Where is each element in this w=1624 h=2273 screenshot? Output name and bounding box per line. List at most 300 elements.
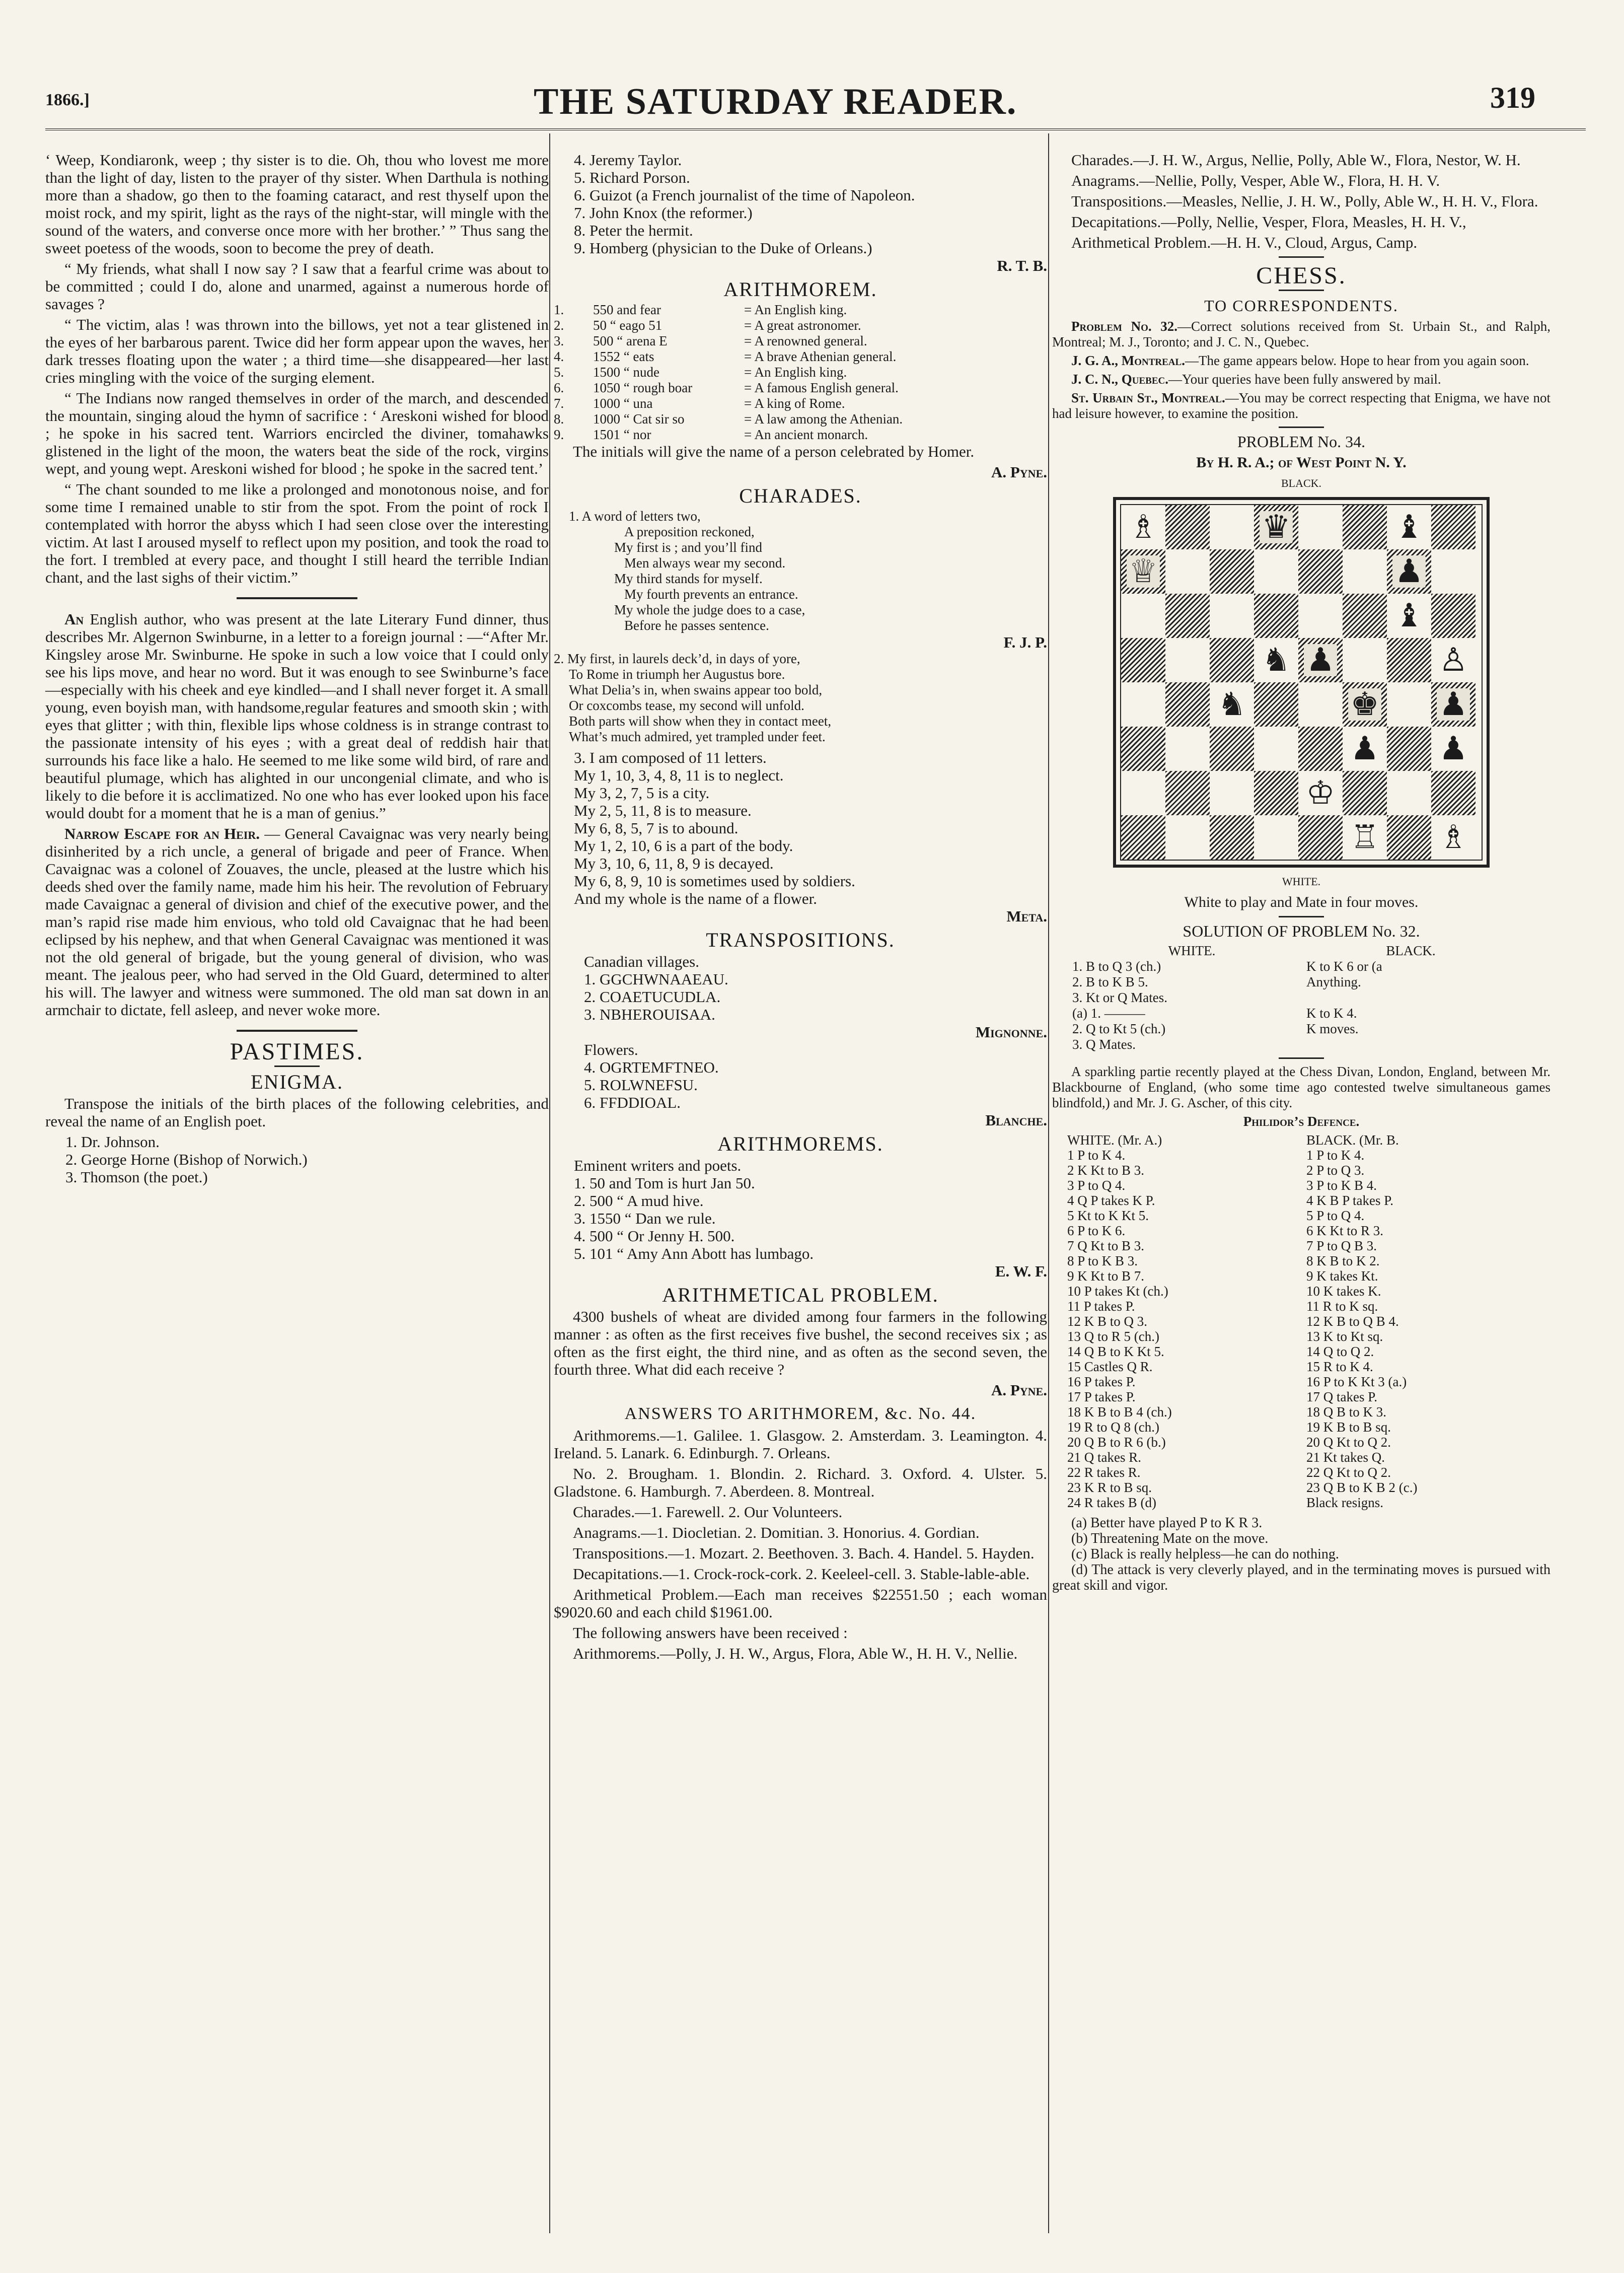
move-item: 13 Q to R 5 (ch.) <box>1067 1329 1159 1344</box>
signature: F. J. P. <box>1003 633 1047 651</box>
row-number: 4. <box>554 349 564 364</box>
enigma-list <box>45 1133 549 1186</box>
problem-author: By H. R. A.; of West Point N. Y. <box>1196 454 1407 471</box>
board-square <box>1254 505 1298 549</box>
swinburne-lead: An <box>64 610 84 628</box>
board-square <box>1254 638 1298 682</box>
answer-paragraph: Anagrams.—1. Diocletian. 2. Domitian. 3. Honorius. 4. Gordian. <box>573 1524 980 1541</box>
verse-line: My 1, 2, 10, 6 is a part of the body. <box>574 837 793 855</box>
note-text: —You may be correct respecting that Enigma, we have not had leisure however, to examine the position. <box>1052 390 1551 421</box>
verse-line: My 6, 8, 9, 10 is sometimes used by soldiers. <box>574 872 855 890</box>
move-item: 4 K B P takes P. <box>1306 1193 1394 1208</box>
move-item: 11 P takes P. <box>1067 1299 1135 1314</box>
game-moves <box>1052 1132 1551 1510</box>
board-square <box>1210 505 1254 549</box>
column-3 <box>1052 151 1551 1593</box>
note-lead: J. G. A., Montreal. <box>1071 353 1185 368</box>
board-square <box>1298 594 1343 638</box>
board-square <box>1343 682 1387 727</box>
black-move <box>1306 1037 1540 1052</box>
correspondent-note <box>1052 372 1551 387</box>
board-square <box>1210 638 1254 682</box>
chess-piece-icon: ♚ <box>1348 688 1381 721</box>
board-square <box>1254 682 1298 727</box>
partie-text: A sparkling partie recently played at the Chess Divan, London, England, between Mr. Blackbourne of England, (who some time ago contested twelve simultaneous games blindfold,) and Mr. J. G. Ascher, of this city. <box>1052 1064 1551 1110</box>
signature: R. T. B. <box>997 257 1047 274</box>
list-item: 8. Peter the hermit. <box>574 222 693 239</box>
transpositions-heading: TRANSPOSITIONS. <box>706 929 895 951</box>
board-square <box>1298 727 1343 771</box>
row-number: 7. <box>554 396 564 411</box>
move-item: 21 Kt takes Q. <box>1306 1450 1385 1465</box>
solution-moves <box>1052 959 1551 1052</box>
received-paragraph: Decapitations.—Polly, Nellie, Vesper, Flora, Measles, H. H. V., <box>1071 213 1466 231</box>
chess-piece-icon: ♞ <box>1215 688 1248 721</box>
section-rule-short <box>1279 916 1324 917</box>
row-word: 50 “ eago 51 <box>593 318 662 333</box>
arithmorem-heading: ARITHMOREM. <box>723 278 877 301</box>
answer-paragraph: No. 2. Brougham. 1. Blondin. 2. Richard. 3. Oxford. 4. Ulster. 5. Gladstone. 6. Hamburgh. 7. Aberdeen. 8. Montreal. <box>554 1465 1047 1500</box>
move-item: 2 K Kt to B 3. <box>1067 1163 1145 1178</box>
note: (d) The attack is very cleverly played, and in the terminating moves is pursued with great skill and vigor. <box>1052 1562 1551 1593</box>
move-item: 10 K takes K. <box>1306 1284 1381 1299</box>
board-square <box>1343 638 1387 682</box>
story-paragraph: “ My friends, what shall I now say ? I saw that a fearful crime was about to be committed ; could I do, alone and unarmed, against a numerous horde of savages ? <box>45 260 549 313</box>
signature: Mignonne. <box>975 1023 1047 1041</box>
board-square <box>1298 505 1343 549</box>
verse-line: My 2, 5, 11, 8 is to measure. <box>574 802 752 819</box>
move-item: 1 P to K 4. <box>1306 1148 1365 1163</box>
board-square <box>1254 727 1298 771</box>
board-square <box>1387 505 1431 549</box>
list-item: 1. GGCHWNAAEAU. <box>584 970 728 988</box>
answer-paragraph: Transpositions.—1. Mozart. 2. Beethoven. 3. Bach. 4. Handel. 5. Hayden. <box>573 1544 1035 1562</box>
signature: Meta. <box>1006 907 1047 925</box>
pastimes-heading: PASTIMES. <box>230 1038 364 1065</box>
board-square <box>1121 505 1165 549</box>
list-item: 5. 101 “ Amy Ann Abott has lumbago. <box>574 1245 814 1262</box>
list-item: 3. NBHEROUISAA. <box>584 1006 715 1023</box>
move-item: 20 Q B to R 6 (b.) <box>1067 1435 1166 1450</box>
solution-row <box>1072 959 1540 974</box>
board-square <box>1387 682 1431 727</box>
move-item: 6 K Kt to R 3. <box>1306 1223 1384 1238</box>
row-word: 1000 “ una <box>593 396 653 411</box>
chess-heading: CHESS. <box>1256 262 1347 289</box>
problem-title: PROBLEM No. 34. <box>1237 433 1366 451</box>
verse-line: To Rome in triumph her Augustus bore. <box>569 667 785 682</box>
move-item: 4 Q P takes K P. <box>1067 1193 1155 1208</box>
move-item: 7 Q Kt to B 3. <box>1067 1238 1145 1253</box>
board-square <box>1210 771 1254 815</box>
white-move: 2. Q to Kt 5 (ch.) <box>1072 1021 1166 1036</box>
board-square <box>1254 771 1298 815</box>
row-answer: = An English king. <box>744 365 847 380</box>
correspondents-heading: TO CORRESPONDENTS. <box>1204 297 1398 315</box>
chess-piece-icon: ♞ <box>1260 644 1292 676</box>
verse-line: 2. My first, in laurels deck’d, in days of yore, <box>554 651 800 666</box>
column-1 <box>45 151 549 1186</box>
list-item: 6. Guizot (a French journalist of the time of Napoleon. <box>574 186 915 204</box>
section-rule-short <box>1279 1057 1324 1059</box>
received-paragraph: Charades.—J. H. W., Argus, Nellie, Polly, Able W., Flora, Nestor, W. H. <box>1071 151 1521 169</box>
solution-heading: SOLUTION OF PROBLEM No. 32. <box>1183 922 1420 940</box>
move-item: 17 Q takes P. <box>1306 1389 1377 1404</box>
chess-piece-icon: ♝ <box>1392 600 1425 632</box>
board-square <box>1121 771 1165 815</box>
chess-piece-icon: ♕ <box>1127 555 1159 588</box>
transpositions-list <box>554 953 1047 1023</box>
chess-piece-icon: ♝ <box>1392 511 1425 543</box>
white-move: (a) 1. ——— <box>1072 1006 1145 1021</box>
move-item: 23 Q B to K B 2 (c.) <box>1306 1480 1418 1495</box>
board-square <box>1387 771 1431 815</box>
list-item: 5. ROLWNEFSU. <box>584 1076 698 1094</box>
board-square <box>1431 727 1475 771</box>
answer-paragraph: Arithmorems.—1. Galilee. 1. Glasgow. 2. Amsterdam. 3. Leamington. 4. Ireland. 5. Lanark. 6. Edinburgh. 7. Orleans. <box>554 1427 1047 1462</box>
board-square <box>1165 549 1210 594</box>
solution-row <box>1072 1037 1540 1052</box>
board-square <box>1121 815 1165 860</box>
move-item: Black resigns. <box>1306 1495 1383 1510</box>
solution-row <box>1072 990 1540 1006</box>
white-move: 2. B to K B 5. <box>1072 974 1148 989</box>
move-item: 16 P to K Kt 3 (a.) <box>1306 1374 1407 1389</box>
correspondent-note <box>1052 319 1551 350</box>
board-square <box>1298 815 1343 860</box>
column-divider <box>1048 133 1049 2233</box>
chess-piece-icon: ♖ <box>1348 821 1381 854</box>
table-row <box>554 333 1047 349</box>
arithmorem-text: The initials will give the name of a person celebrated by Homer. <box>573 443 975 460</box>
board-square <box>1121 549 1165 594</box>
note-text: —The game appears below. Hope to hear from you again soon. <box>1185 353 1529 368</box>
board-square <box>1165 815 1210 860</box>
white-move: 3. Q Mates. <box>1072 1037 1136 1052</box>
board-square <box>1121 682 1165 727</box>
verse-line: 1. A word of letters two, <box>569 509 701 524</box>
row-answer: = A famous English general. <box>744 380 899 395</box>
narrow-escape-paragraph <box>45 825 549 1019</box>
chess-piece-icon: ♟ <box>1437 688 1469 721</box>
board-square <box>1431 505 1475 549</box>
move-item: 14 Q to Q 2. <box>1306 1344 1374 1359</box>
board-square <box>1431 638 1475 682</box>
row-word: 1501 “ nor <box>593 427 651 442</box>
row-number: 8. <box>554 411 564 427</box>
row-answer: = A brave Athenian general. <box>744 349 897 364</box>
list-item: 3. Thomson (the poet.) <box>65 1168 208 1186</box>
verse-line: And my whole is the name of a flower. <box>574 890 817 907</box>
note-lead: J. C. N., Quebec. <box>1071 372 1168 387</box>
table-row <box>554 302 1047 318</box>
board-square <box>1343 549 1387 594</box>
swinburne-text: English author, who was present at the late Literary Fund dinner, thus describes Mr. Algernon Swinburne, in a letter to a foreign journal : —“After Mr. Kingsley arose Mr. Swinburne. He spoke in such a low voice that I could only see his lips move, and hear no word. But it was enough to see Swinburne’s face—especially with his cheek and eye kindled—and I shall never forget it. A small young, even boyish man, with handsome,regular features and smooth skin ; with eyes that glitter ; with thin, flexible lips whose coldness is in strange contrast to the passionate intensity of his eyes ; with a great deal of reddish hair that surrounds his face like a halo. He seemed to me like some wild bird, of rare and beautiful plumage, which has alighted in our uncongenial climate, and who is likely to die before it is acclimatized. No one who has ever looked upon his face would doubt for a moment that he is a man of genius.” <box>45 610 549 822</box>
list-item: 7. John Knox (the reformer.) <box>574 204 753 222</box>
list-item: 2. COAETUCUDLA. <box>584 988 721 1006</box>
row-word: 1500 “ nude <box>593 365 659 380</box>
board-square <box>1387 815 1431 860</box>
list-item: 9. Homberg (physician to the Duke of Orleans.) <box>574 239 872 257</box>
verse-line: Men always wear my second. <box>624 555 786 571</box>
verse-line: Both parts will show when they in contact meet, <box>569 714 832 729</box>
board-square <box>1254 594 1298 638</box>
board-square <box>1431 771 1475 815</box>
verse-line: My 3, 2, 7, 5 is a city. <box>574 784 710 802</box>
list-item: 4. OGRTEMFTNEO. <box>584 1058 719 1076</box>
move-item: 13 K to Kt sq. <box>1306 1329 1383 1344</box>
verse-line: My 1, 10, 3, 4, 8, 11 is to neglect. <box>574 766 784 784</box>
move-item: 24 R takes B (d) <box>1067 1495 1156 1510</box>
note-text: —Your queries have been fully answered by mail. <box>1168 372 1441 387</box>
received-paragraph: Arithmetical Problem.—H. H. V., Cloud, Argus, Camp. <box>1071 234 1418 251</box>
move-item: 19 R to Q 8 (ch.) <box>1067 1419 1159 1435</box>
list-intro: Flowers. <box>584 1041 638 1058</box>
move-item: 6 P to K 6. <box>1067 1223 1126 1238</box>
received-paragraph: Anagrams.—Nellie, Polly, Vesper, Able W., Flora, H. H. V. <box>1071 172 1440 189</box>
section-rule-short <box>1279 290 1324 291</box>
story-paragraph: ‘ Weep, Kondiaronk, weep ; thy sister is to die. Oh, thou who lovest me more than the light of day, listen to the prayer of thy sister. When Darthula is nothing more than a shadow, go then to the foaming cataract, and rest thyself upon the moist rock, and my spirit, light as the rays of the night-star, will mingle with the sound of the waters, and converse once more with her brother.’ ” Thus sang the sweet poetess of the woods, soon to become the prey of death. <box>45 151 549 257</box>
col-black: BLACK. <box>1386 943 1436 958</box>
section-rule <box>237 1030 357 1032</box>
move-item: 16 P takes P. <box>1067 1374 1136 1389</box>
row-number: 3. <box>554 333 564 348</box>
black-moves <box>1306 1148 1545 1510</box>
row-word: 500 “ arena E <box>593 333 668 348</box>
move-item: 5 Kt to K Kt 5. <box>1067 1208 1149 1223</box>
enigma-heading: ENIGMA. <box>251 1071 343 1093</box>
list-intro: Canadian villages. <box>584 953 699 970</box>
note: (c) Black is really helpless—he can do nothing. <box>1071 1546 1339 1562</box>
move-item: 21 Q takes R. <box>1067 1450 1141 1465</box>
board-square <box>1210 549 1254 594</box>
board-square <box>1387 638 1431 682</box>
move-item: 22 R takes R. <box>1067 1465 1141 1480</box>
list-item: 1. 50 and Tom is hurt Jan 50. <box>574 1174 755 1192</box>
chess-board <box>1120 504 1483 861</box>
row-answer: = A king of Rome. <box>744 396 845 411</box>
move-item: 14 Q B to K Kt 5. <box>1067 1344 1164 1359</box>
table-row <box>554 365 1047 380</box>
table-row <box>554 349 1047 365</box>
chess-piece-icon: ♟ <box>1437 733 1469 765</box>
board-square <box>1210 594 1254 638</box>
page-number: 319 <box>1490 81 1535 114</box>
narrow-escape-text: — General Cavaignac was very nearly being disinherited by a rich uncle, a general of brigade and peer of France. When Cavaignac was a colonel of Zouaves, the uncle, pleased at the lustre which his deeds shed over the family name, made him his heir. The revolution of February made Cavaignac a general of division and chief of the executive power, and the man’s rapid rise made him envious, who told old Cavaignac that he had been eclipsed by his nephew, and that when General Cavaignac was mentioned it was not the old general of brigade, but the young general of division, who was meant. The jealous peer, who had served in the Old Guard, determined to alter his will. The lawyer and witness were summoned. The old man sat down in an armchair to dictate, fell asleep, and never woke more. <box>45 825 549 1019</box>
game-notes <box>1052 1515 1551 1593</box>
move-item: 22 Q Kt to Q 2. <box>1306 1465 1391 1480</box>
move-item: 15 R to K 4. <box>1306 1359 1373 1374</box>
arithmorems-list <box>554 1157 1047 1262</box>
black-heading: BLACK. (Mr. B. <box>1306 1132 1399 1148</box>
verse-line: My whole the judge does to a case, <box>614 602 805 617</box>
black-move: K to K 4. <box>1306 1006 1357 1021</box>
board-square <box>1343 815 1387 860</box>
charade-2 <box>554 651 1047 745</box>
move-item: 8 K B to K 2. <box>1306 1253 1380 1268</box>
story-paragraph: “ The victim, alas ! was thrown into the billows, yet not a tear glistened in the eyes of her barbarous parent. Twice did her form appear upon the waves, her dark tresses floating upon the water ; a third time—she disappeared—her last cries mingling with the voice of the surging element. <box>45 316 549 386</box>
move-item: 3 P to Q 4. <box>1067 1178 1126 1193</box>
chess-piece-icon: ♛ <box>1260 511 1292 543</box>
row-number: 5. <box>554 365 564 380</box>
solution-row <box>1072 1021 1540 1037</box>
white-move: 3. Kt or Q Mates. <box>1072 990 1167 1005</box>
move-item: 7 P to Q B 3. <box>1306 1238 1377 1253</box>
board-square <box>1298 549 1343 594</box>
board-square <box>1254 549 1298 594</box>
board-square <box>1431 594 1475 638</box>
defence-title: Philidor’s Defence. <box>1243 1114 1360 1129</box>
move-item: 19 K B to B sq. <box>1306 1419 1391 1435</box>
move-item: 11 R to K sq. <box>1306 1299 1378 1314</box>
table-row <box>554 380 1047 396</box>
move-item: 5 P to Q 4. <box>1306 1208 1365 1223</box>
board-square <box>1431 682 1475 727</box>
note-lead: St. Urbain St., Montreal. <box>1071 390 1225 405</box>
row-number: 9. <box>554 427 564 442</box>
row-number: 6. <box>554 380 564 395</box>
board-square <box>1121 594 1165 638</box>
correspondent-note <box>1052 353 1551 369</box>
white-moves <box>1067 1148 1306 1510</box>
column-2 <box>554 151 1047 1665</box>
move-item: 15 Castles Q R. <box>1067 1359 1153 1374</box>
board-square <box>1165 505 1210 549</box>
col-white: WHITE. <box>1168 943 1216 958</box>
correspondents-list <box>1052 319 1551 421</box>
board-square <box>1431 815 1475 860</box>
signature: A. Pyne. <box>991 1381 1047 1399</box>
board-square <box>1298 682 1343 727</box>
problem-heading: ARITHMETICAL PROBLEM. <box>662 1284 939 1306</box>
verse-line: 3. I am composed of 11 letters. <box>574 749 767 766</box>
section-rule <box>237 597 357 599</box>
note-text: —Correct solutions received from St. Urbain St., and Ralph, Montreal; M. J., Toronto; and J. C. N., Quebec. <box>1052 319 1551 349</box>
move-item: 18 K B to B 4 (ch.) <box>1067 1404 1172 1419</box>
note-lead: Problem No. 32. <box>1071 319 1177 334</box>
charade-3 <box>554 749 1047 907</box>
signature: E. W. F. <box>995 1262 1047 1280</box>
board-square <box>1298 638 1343 682</box>
chess-piece-icon: ♗ <box>1127 511 1159 543</box>
board-square <box>1343 727 1387 771</box>
chess-piece-icon: ♟ <box>1392 555 1425 588</box>
board-square <box>1343 594 1387 638</box>
transpositions-list <box>554 1041 1047 1111</box>
black-label: BLACK. <box>1281 477 1322 489</box>
swinburne-paragraph <box>45 610 549 822</box>
white-label: WHITE. <box>1282 875 1321 888</box>
row-answer: = A law among the Athenian. <box>744 411 903 427</box>
section-rule-short <box>1279 256 1324 258</box>
table-row <box>554 411 1047 427</box>
board-square <box>1254 815 1298 860</box>
section-rule-short <box>1279 427 1324 428</box>
black-move: K to K 6 or (a <box>1306 959 1382 974</box>
list-item: 6. FFDDIOAL. <box>584 1094 681 1111</box>
verse-line: My 3, 10, 6, 11, 8, 9 is decayed. <box>574 855 774 872</box>
list-item: 3. 1550 “ Dan we rule. <box>574 1210 716 1227</box>
story-paragraph: “ The Indians now ranged themselves in order of the march, and descended the mountain, singing aloud the hymn of sacrifice : ‘ Areskoni wished for blood ; he spoke in his sacred tent. Warriors encircled the diviner, tomahawks glistened in the light of the moon, the waters beat the side of the rock, virgins wept, and young wept. Areskoni wished for blood ; he spoke in the sacred tent.’ <box>45 389 549 477</box>
chess-diagram <box>1113 497 1490 868</box>
row-number: 1. <box>554 302 564 317</box>
solution-row <box>1072 974 1540 990</box>
received-heading: The following answers have been received : <box>573 1624 848 1642</box>
note: (b) Threatening Mate on the move. <box>1071 1531 1269 1546</box>
row-answer: = A renowned general. <box>744 333 867 348</box>
board-square <box>1387 594 1431 638</box>
board-square <box>1343 771 1387 815</box>
received-paragraph: Transpositions.—Measles, Nellie, J. H. W., Polly, Able W., H. H. V., Flora. <box>1071 192 1538 210</box>
verse-line: Before he passes sentence. <box>624 618 769 633</box>
enigma-list-cont <box>554 151 1047 257</box>
chess-piece-icon: ♟ <box>1304 644 1337 676</box>
answer-paragraph: Arithmetical Problem.—Each man receives $22551.50 ; each woman $9020.60 and each child $1961.00. <box>554 1586 1047 1621</box>
charade-1 <box>554 509 1047 633</box>
board-square <box>1121 638 1165 682</box>
board-square <box>1121 727 1165 771</box>
arithmorems-heading: ARITHMOREMS. <box>717 1132 883 1155</box>
list-item: 5. Richard Porson. <box>574 169 690 186</box>
move-item: 18 Q B to K 3. <box>1306 1404 1387 1419</box>
verse-line: What Delia’s in, when swains appear too bold, <box>569 682 823 697</box>
chess-piece-icon: ♟ <box>1348 733 1381 765</box>
table-row <box>554 427 1047 443</box>
black-move: Anything. <box>1306 974 1361 989</box>
move-item: 9 K takes Kt. <box>1306 1268 1378 1284</box>
move-item: 3 P to K B 4. <box>1306 1178 1377 1193</box>
white-heading: WHITE. (Mr. A.) <box>1067 1132 1162 1148</box>
column-divider <box>549 133 550 2233</box>
move-item: 2 P to Q 3. <box>1306 1163 1365 1178</box>
problem-caption: White to play and Mate in four moves. <box>1184 894 1419 910</box>
move-item: 1 P to K 4. <box>1067 1148 1126 1163</box>
list-item: 2. George Horne (Bishop of Norwich.) <box>65 1151 308 1168</box>
board-square <box>1165 727 1210 771</box>
answer-paragraph: Charades.—1. Farewell. 2. Our Volunteers. <box>573 1503 843 1521</box>
list-item: 4. Jeremy Taylor. <box>574 151 682 169</box>
list-item: 1. Dr. Johnson. <box>65 1133 160 1151</box>
row-number: 2. <box>554 318 564 333</box>
problem-text: 4300 bushels of wheat are divided among four farmers in the following manner : as often as the first receives five bushel, the second receives six ; as often as the first eight, the third nine, and as often as the second seven, the fourth three. What did each receive ? <box>554 1308 1047 1378</box>
row-answer: = An English king. <box>744 302 847 317</box>
signature: A. Pyne. <box>991 463 1047 481</box>
list-item: 2. 500 “ A mud hive. <box>574 1192 704 1210</box>
chess-piece-icon: ♗ <box>1437 821 1469 854</box>
board-square <box>1210 727 1254 771</box>
received-paragraph: Arithmorems.—Polly, J. H. W., Argus, Flora, Able W., H. H. V., Nellie. <box>573 1645 1018 1662</box>
row-answer: = A great astronomer. <box>744 318 861 333</box>
answers-heading: ANSWERS TO ARITHMOREM, &c. No. 44. <box>624 1404 977 1423</box>
board-square <box>1210 815 1254 860</box>
verse-line: My third stands for myself. <box>614 571 763 586</box>
move-item: 12 K B to Q B 4. <box>1306 1314 1399 1329</box>
list-intro: Eminent writers and poets. <box>574 1157 742 1174</box>
move-item: 8 P to K B 3. <box>1067 1253 1138 1268</box>
verse-line: My first is ; and you’ll find <box>614 540 762 555</box>
move-item: 10 P takes Kt (ch.) <box>1067 1284 1168 1299</box>
solution-row <box>1072 1006 1540 1021</box>
board-square <box>1165 771 1210 815</box>
charades-heading: CHARADES. <box>739 484 862 507</box>
verse-line: Or coxcombs tease, my second will unfold. <box>569 698 804 713</box>
row-word: 1050 “ rough boar <box>593 380 693 395</box>
black-move <box>1306 990 1540 1006</box>
header-year: 1866.] <box>45 91 90 109</box>
move-item: 9 K Kt to B 7. <box>1067 1268 1145 1284</box>
narrow-escape-lead: Narrow Escape for an Heir. <box>64 825 260 842</box>
enigma-text: Transpose the initials of the birth places of the following celebrities, and reveal the name of an English poet. <box>45 1095 549 1130</box>
